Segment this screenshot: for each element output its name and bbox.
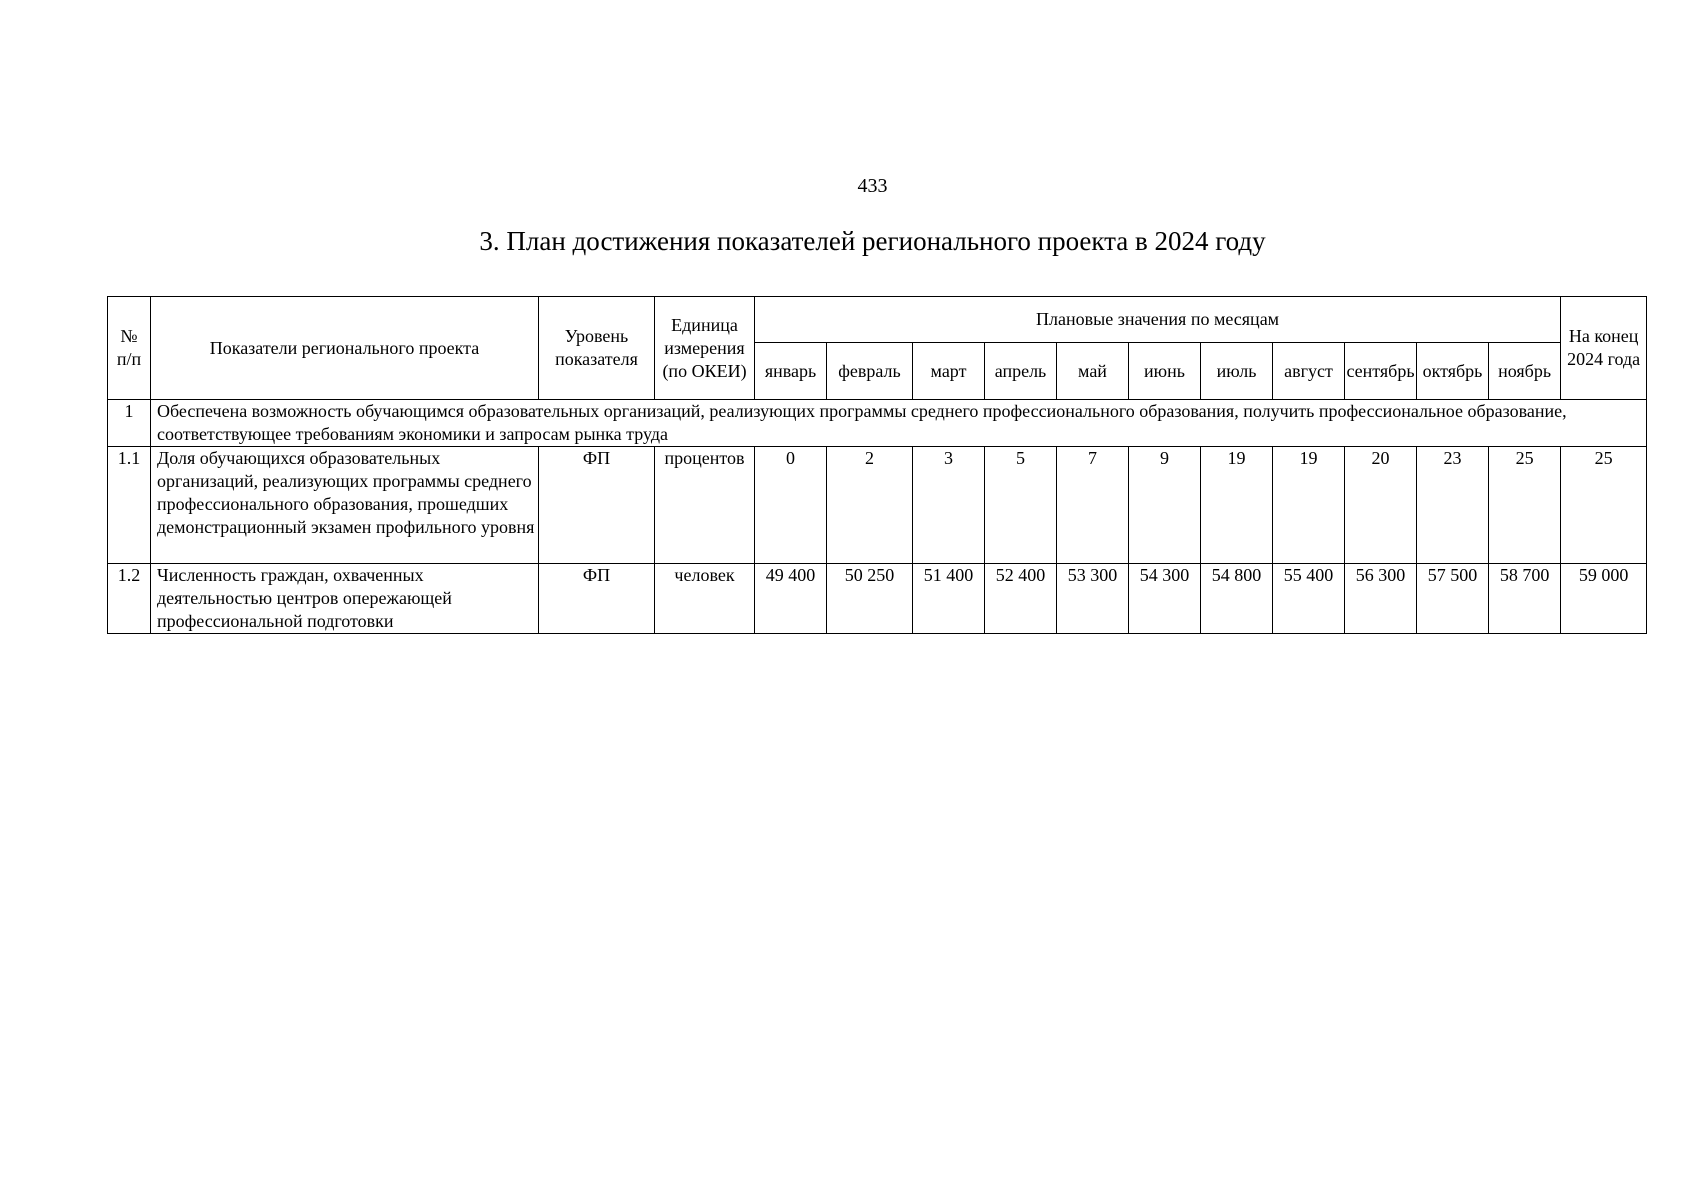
header-level: Уровень показателя (539, 297, 655, 400)
header-row-top (108, 297, 1647, 343)
row-indicator: Доля обучающихся образовательных организаций, реализующих программы среднего профессионального образования, прошедших демонстрационный экзамен профильного уровня (151, 447, 539, 564)
value-aug: 55 400 (1273, 564, 1345, 634)
header-month-oct: октябрь (1417, 343, 1489, 400)
value-jan: 49 400 (755, 564, 827, 634)
value-jul: 19 (1201, 447, 1273, 564)
row-unit: процентов (655, 447, 755, 564)
value-jul: 54 800 (1201, 564, 1273, 634)
row-num: 1.1 (108, 447, 151, 564)
row-num: 1.2 (108, 564, 151, 634)
value-mar: 51 400 (913, 564, 985, 634)
row-level: ФП (539, 447, 655, 564)
section-row (108, 400, 1647, 447)
header-unit: Единица измерения (по ОКЕИ) (655, 297, 755, 400)
value-oct: 57 500 (1417, 564, 1489, 634)
header-month-may: май (1057, 343, 1129, 400)
value-nov: 25 (1489, 447, 1561, 564)
indicators-plan-table (107, 296, 1647, 634)
section-num: 1 (108, 400, 151, 447)
page-number: 433 (857, 175, 888, 197)
value-nov: 58 700 (1489, 564, 1561, 634)
value-may: 53 300 (1057, 564, 1129, 634)
header-month-apr: апрель (985, 343, 1057, 400)
value-apr: 52 400 (985, 564, 1057, 634)
value-end-of-year: 25 (1561, 447, 1647, 564)
value-mar: 3 (913, 447, 985, 564)
header-num: № п/п (108, 297, 151, 400)
value-sep: 56 300 (1345, 564, 1417, 634)
value-feb: 2 (827, 447, 913, 564)
header-indicator: Показатели регионального проекта (151, 297, 539, 400)
row-unit: человек (655, 564, 755, 634)
value-end-of-year: 59 000 (1561, 564, 1647, 634)
value-jun: 54 300 (1129, 564, 1201, 634)
header-month-aug: август (1273, 343, 1345, 400)
value-aug: 19 (1273, 447, 1345, 564)
value-feb: 50 250 (827, 564, 913, 634)
value-jan: 0 (755, 447, 827, 564)
document-title: 3. План достижения показателей регионального проекта в 2024 году (479, 226, 1266, 256)
value-oct: 23 (1417, 447, 1489, 564)
row-level: ФП (539, 564, 655, 634)
header-month-mar: март (913, 343, 985, 400)
header-month-nov: ноябрь (1489, 343, 1561, 400)
table-row (108, 564, 1647, 634)
table-row (108, 447, 1647, 564)
header-monthly-group: Плановые значения по месяцам (755, 297, 1561, 343)
header-month-jul: июль (1201, 343, 1273, 400)
section-text: Обеспечена возможность обучающимся образовательных организаций, реализующих программы среднего профессионального образования, получить профессиональное образование, соответствующее требованиям экономики и запросам рынка труда (151, 400, 1647, 447)
value-jun: 9 (1129, 447, 1201, 564)
value-sep: 20 (1345, 447, 1417, 564)
header-month-sep: сентябрь (1345, 343, 1417, 400)
value-may: 7 (1057, 447, 1129, 564)
row-indicator: Численность граждан, охваченных деятельностью центров опережающей профессиональной подготовки (151, 564, 539, 634)
header-month-jan: январь (755, 343, 827, 400)
value-apr: 5 (985, 447, 1057, 564)
header-month-feb: февраль (827, 343, 913, 400)
header-end-of-year: На конец 2024 года (1561, 297, 1647, 400)
header-month-jun: июнь (1129, 343, 1201, 400)
